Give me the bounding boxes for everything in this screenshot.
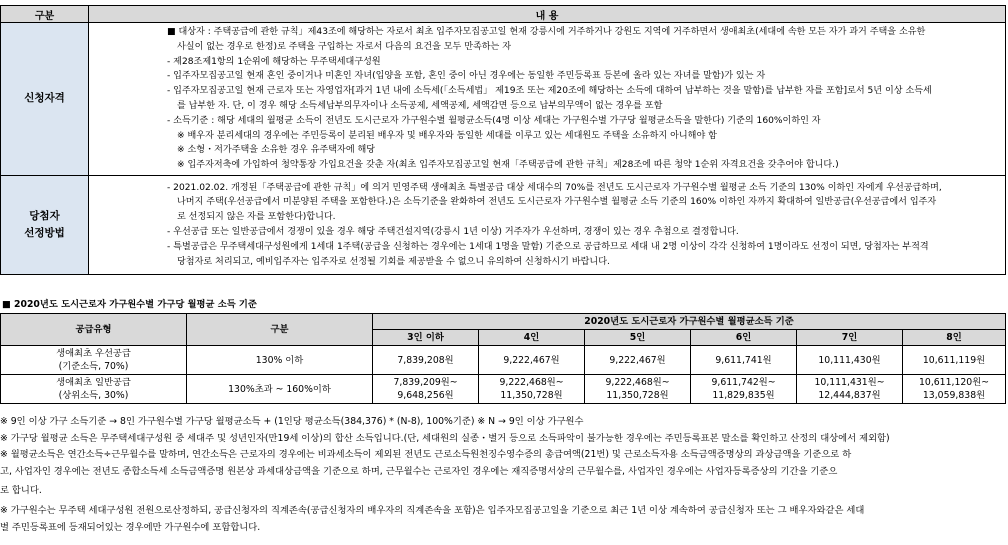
range-start: 10,611,120원~ (918, 377, 989, 388)
income-range (585, 375, 691, 404)
header-income-group: 2020년도 도시근로자 가구원수별 월평균소득 기준 (373, 314, 1006, 330)
eligibility-table (0, 5, 1006, 275)
supply-type (1, 346, 187, 375)
income-value: 9,222,467원 (585, 346, 691, 375)
income-header-row (1, 314, 1006, 330)
qualification-line: - 입주자모집공고일 현재 근로자 또는 자영업자[과거 1년 내에 소득세(「소득세법」 제19조 또는 제20조에 해당하는 소득에 대하여 납부하는 것을 말함)를 납부한 자를 포함]로서 5년 이상 소득세 (167, 86, 932, 97)
selection-line: 로 선정되지 않은 자를 포함한다)합니다. (177, 212, 336, 223)
range-start: 9,611,742원~ (711, 377, 776, 388)
household-size: 4인 (479, 330, 585, 346)
footnote: 고, 사업자인 경우에는 전년도 종합소득세 소득금액증명 원본상 과세대상금액을 기준으로 하며, 근무월수는 근로자인 경우에는 재직증명서상의 근무월수를, 사업자인 경우에는 사업자등록증상의 기간을 기준으 (0, 465, 838, 477)
footnote: 로 합니다. (0, 485, 42, 497)
qualification-line: ■ 대상자 : 주택공급에 관한 규칙」제43조에 해당하는 자로서 최초 입주자모집공고일 현재 강릉시에 거주하거나 강원도 지역에 거주하면서 생애최초(세대에 속한 모든 자가 과거 주택을 소유한 (167, 27, 926, 37)
selection-label-line2: 선정방법 (24, 226, 65, 239)
income-category: 130%초과 ~ 160%이하 (187, 375, 373, 404)
range-start: 9,222,468원~ (499, 377, 564, 388)
table-row (1, 346, 1006, 375)
footnote: ※ 9인 이상 가구 소득기준 → 8인 가구원수별 가구당 월평균소득 + (1인당 평균소득(384,376) * (N-8), 100%기준) ※ N → 9인 이상 가구원수 (0, 416, 584, 427)
selection-line: - 특별공급은 무주택세대구성원에게 1세대 1주택(공급을 신청하는 경우에는 1세대 1명을 말함) 기준으로 공급하므로 세대 내 2명 이상이 각각 신청하여 1명이라도 선정이 되면, 당첨자는 부적격 (167, 241, 929, 252)
qualification-line: 를 납부한 자. 단, 이 경우 해당 소득세납부의무자이나 소득공제, 세액공제, 세액감면 등으로 납부의무액이 없는 경우를 포함 (177, 100, 663, 111)
supply-type (1, 375, 187, 404)
supply-type-line: (기준소득, 70%) (58, 361, 129, 372)
household-size: 7인 (797, 330, 903, 346)
range-end: 11,350,728원 (606, 390, 669, 401)
income-range (903, 375, 1006, 404)
footnote: 별 주민등록표에 등재되어있는 경우에만 가구원수에 포함합니다. (0, 521, 261, 533)
income-section-title: ■ 2020년도 도시근로자 가구원수별 가구당 월평균 소득 기준 (2, 299, 257, 310)
range-end: 13,059,838원 (922, 390, 986, 401)
header-income-category: 구분 (187, 314, 373, 346)
supply-type-line: (상위소득, 30%) (58, 390, 129, 401)
qualification-content (89, 23, 1006, 176)
header-category: 구분 (1, 6, 89, 23)
household-size: 5인 (585, 330, 691, 346)
selection-line: 당첨자로 처리되고, 예비입주자는 입주자로 선정될 기회를 제공받을 수 없으니 유의하여 신청하시기 바랍니다. (177, 256, 610, 267)
income-table (0, 313, 1006, 404)
qualification-row (1, 23, 1006, 176)
footnotes (0, 414, 1008, 536)
supply-type-line: 생애최초 일반공급 (56, 377, 131, 388)
eligibility-header-row (1, 6, 1006, 23)
selection-line: - 2021.02.02. 개정된「주택공급에 관한 규칙」에 의거 민영주택 생애최초 특별공급 대상 세대수의 70%를 전년도 도시근로자 가구원수별 월평균 소득 기준의 130% 이하인 자에게 우선공급하며, (167, 182, 942, 193)
selection-line: 나머지 주택(우선공급에서 미분양된 주택을 포함한다.)은 소득기준을 완화하여 전년도 도시근로자 가구원수별 월평균 소득 기준의 160% 이하인 자까지 확대하여 일반공급(우선공급에서 입주자 (177, 197, 937, 208)
range-end: 9,648,256원 (397, 390, 454, 401)
qualification-note: ※ 배우자 분리세대의 경우에는 주민등록이 분리된 배우자 및 배우자와 동일한 세대를 이루고 있는 세대원도 주택을 소유하지 아니해야 함 (177, 130, 717, 141)
qualification-line: - 제28조제1항의 1순위에 해당하는 무주택세대구성원 (167, 56, 381, 67)
qualification-label: 신청자격 (1, 23, 89, 176)
income-category: 130% 이하 (187, 346, 373, 375)
qualification-line: - 입주자모집공고일 현재 혼인 중이거나 미혼인 자녀(입양을 포함, 혼인 중이 아닌 경우에는 동일한 주민등록표 등본에 올라 있는 자녀를 말함)가 있는 자 (167, 71, 766, 82)
income-value: 9,222,467원 (479, 346, 585, 375)
qualification-note: ※ 소형・저가주택을 소유한 경우 유주택자에 해당 (177, 145, 376, 156)
qualification-line: - 소득기준 : 해당 세대의 월평균 소득이 전년도 도시근로자 가구원수별 월평균소득(4명 이상 세대는 가구원수별 가구당 월평균소득을 말한다) 기준의 160%이하인 자 (167, 115, 821, 126)
income-value: 9,611,741원 (691, 346, 797, 375)
range-start: 10,111,431원~ (814, 377, 885, 388)
supply-type-line: 생애최초 우선공급 (56, 348, 131, 359)
income-range (691, 375, 797, 404)
header-supply-type: 공급유형 (1, 314, 187, 346)
footnote: ※ 가구당 월평균 소득은 무주택세대구성원 중 세대주 및 성년인자(만19세 이상)의 합산 소득입니다.(단, 세대원의 실종・별거 등으로 소득파악이 불가능한 경우에는 주민등록표본 말소를 확인하고 산정의 대상에서 제외함) (0, 432, 890, 444)
income-value: 10,611,119원 (903, 346, 1006, 375)
header-content: 내 용 (89, 6, 1006, 23)
qualification-line: 사실이 없는 경우로 한정)로 주택을 구입하는 자로서 다음의 요건을 모두 만족하는 자 (177, 41, 512, 52)
range-start: 7,839,209원~ (393, 377, 458, 388)
income-range (797, 375, 903, 404)
selection-row (1, 175, 1006, 274)
selection-label-line1: 당첨자 (29, 209, 60, 222)
range-end: 11,350,728원 (500, 390, 563, 401)
income-value: 7,839,208원 (373, 346, 479, 375)
income-range (479, 375, 585, 404)
footnote: ※ 월평균소득은 연간소득÷근무월수를 말하며, 연간소득은 근로자의 경우에는 비과세소득이 제외된 전년도 근로소득원천징수영수증의 총급여액(21번) 및 근로소득자용 소득금액증명상의 과상금액을 기준으로 하 (0, 449, 852, 461)
household-size: 6인 (691, 330, 797, 346)
household-size: 3인 이하 (373, 330, 479, 346)
range-end: 11,829,835원 (712, 390, 775, 401)
range-end: 12,444,837원 (818, 390, 881, 401)
table-row (1, 375, 1006, 404)
household-size: 8인 (903, 330, 1006, 346)
selection-label (1, 175, 89, 274)
income-value: 10,111,430원 (797, 346, 903, 375)
footnote: ※ 가구원수는 무주택 세대구성원 전원으로산정하되, 공급신청자의 직계존속(공급신청자의 배우자의 직계존속을 포함)은 입주자모집공고일을 기준으로 최근 1년 이상 계속하여 공급신청자 또는 그 배우자와같은 세대 (0, 504, 865, 516)
range-start: 9,222,468원~ (605, 377, 670, 388)
selection-content (89, 175, 1006, 274)
qualification-note: ※ 입주자저축에 가입하여 청약통장 가입요건을 갖춘 자(최초 입주자모집공고일 현재「주택공급에 관한 규칙」제28조에 따른 청약 1순위 자격요건을 갖추어야 합니다.) (177, 160, 839, 171)
income-range (373, 375, 479, 404)
selection-line: - 우선공급 또는 일반공급에서 경쟁이 있을 경우 해당 주택건설지역(강릉시 1년 이상) 거주자가 우선하며, 경쟁이 있는 경우 추첨으로 결정합니다. (167, 226, 739, 237)
